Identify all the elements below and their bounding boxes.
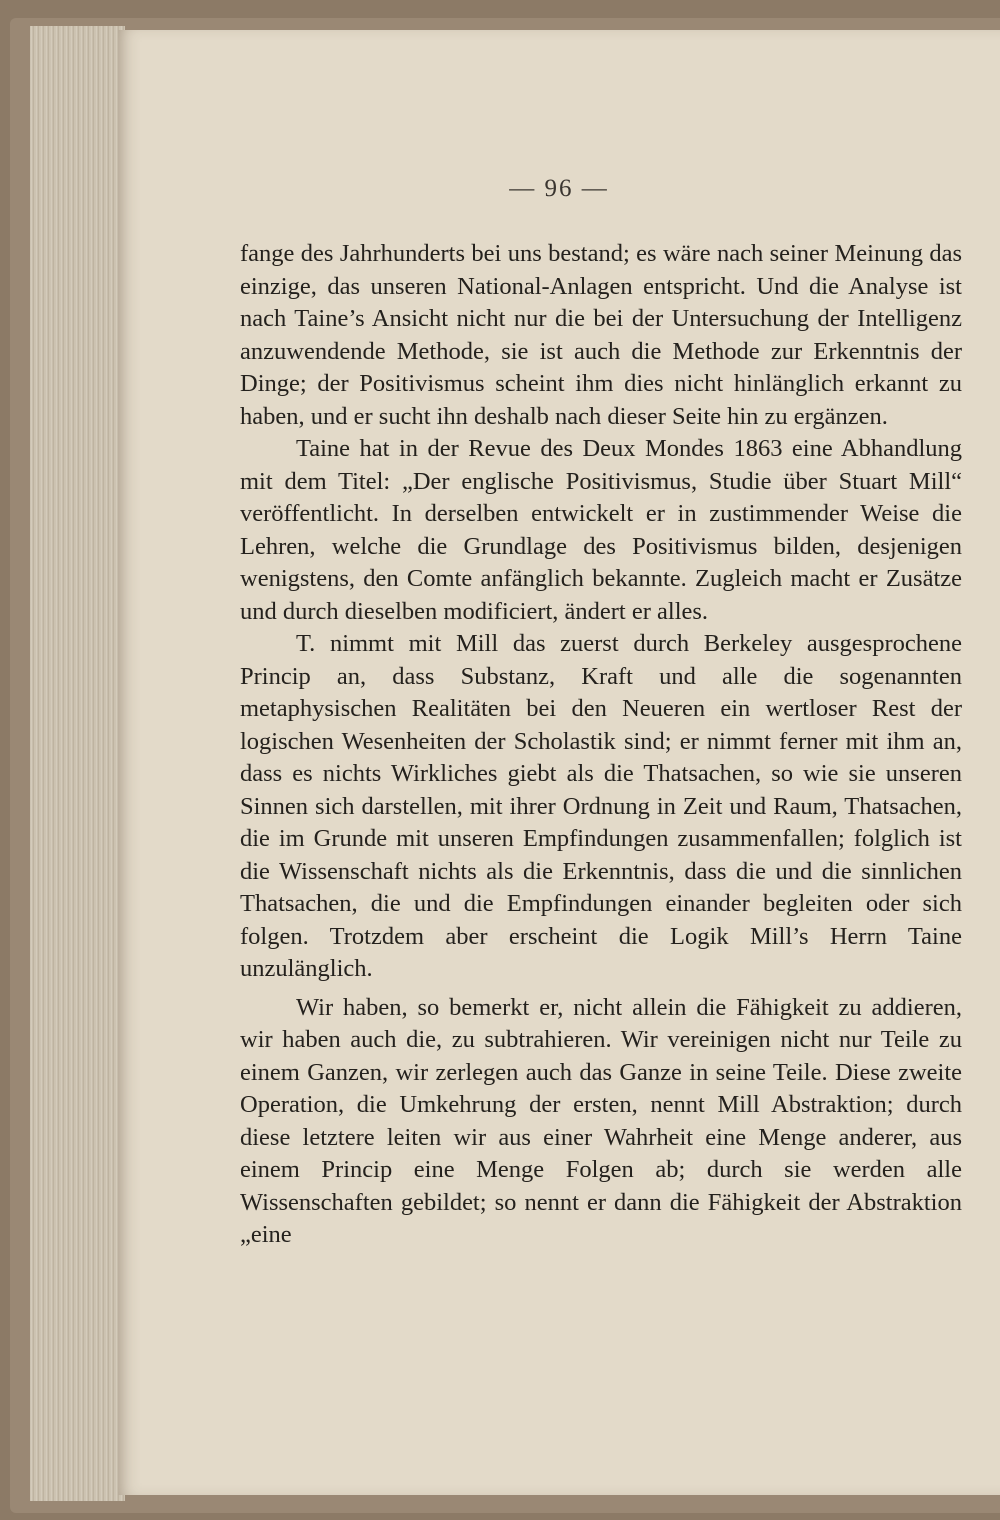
page-number: — 96 — (509, 175, 609, 202)
paragraph-3: T. nimmt mit Mill das zuerst durch Berkeley ausgesprochene Princip an, dass Substanz, Kraft und alle die sogenannten metaphysischen Realitäten bei den Neueren ein wertloser Rest der logischen Wesenheiten der Scholastik sind; er nimmt ferner mit ihm an, dass es nichts Wirkliches giebt als die Thatsachen, so wie sie unseren Sinnen sich darstellen, mit ihrer Ordnung in Zeit und Raum, Thatsachen, die im Grunde mit unseren Empfindungen zusammenfallen; folglich ist die Wissenschaft nichts als die Erkenntnis, dass die und die sinnlichen Thatsachen, die und die Empfindungen einander begleiten oder sich folgen. Trotzdem aber erscheint die Logik Mill’s Herrn Taine unzulänglich. (240, 630, 962, 982)
paragraph-1: fange des Jahrhunderts bei uns bestand; es wäre nach seiner Meinung das einzige, das unseren National-Anlagen entspricht. Und die Analyse ist nach Taine’s Ansicht nicht nur die bei der Untersuchung der Intelligenz anzuwendende Methode, sie ist auch die Methode zur Erkenntnis der Dinge; der Positivismus scheint ihm dies nicht hinlänglich erkannt zu haben, und er sucht ihn deshalb nach dieser Seite hin zu ergänzen. (240, 240, 962, 430)
paragraph-2: Taine hat in der Revue des Deux Mondes 1863 eine Abhandlung mit dem Titel: „Der englische Positivismus, Studie über Stuart Mill“ veröffentlicht. In derselben entwickelt er in zustimmender Weise die Lehren, welche die Grundlage des Positivismus bilden, desjenigen wenigstens, den Comte anfänglich bekannte. Zugleich macht er Zusätze und durch dieselben modificiert, ändert er alles. (240, 435, 962, 625)
book-page (118, 30, 1000, 1495)
page-body (240, 238, 962, 1252)
paragraph-4: Wir haben, so bemerkt er, nicht allein die Fähigkeit zu addieren, wir haben auch die, zu subtrahieren. Wir vereinigen nicht nur Teile zu einem Ganzen, wir zerlegen auch das Ganze in seine Teile. Diese zweite Operation, die Umkehrung der ersten, nennt Mill Abstraktion; durch diese letztere leiten wir aus einer Wahrheit eine Menge anderer, aus einem Princip eine Menge Folgen ab; durch sie werden alle Wissenschaften gebildet; so nennt er dann die Fähigkeit der Abstraktion „eine (240, 993, 962, 1248)
page-edges (30, 26, 125, 1501)
